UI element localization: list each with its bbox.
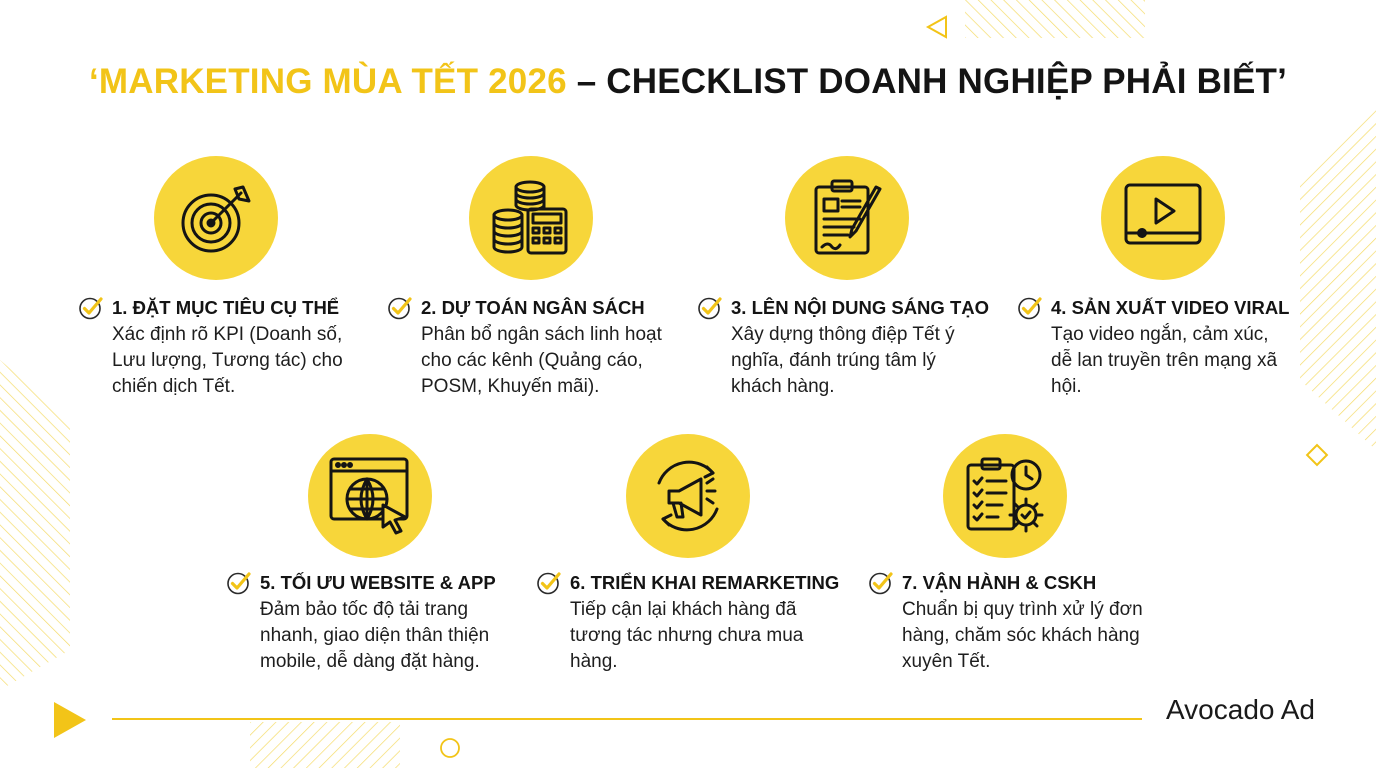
item-title: 1. ĐẶT MỤC TIÊU CỤ THỂ: [112, 297, 340, 318]
coins-calculator-icon: [469, 156, 593, 280]
item-description: Xác định rõ KPI (Doanh số, Lưu lượng, Tương tác) cho chiến dịch Tết.: [112, 324, 343, 397]
checklist-clock-gear-icon: [943, 434, 1067, 558]
checkmark-icon: [868, 570, 894, 596]
item-description: Phân bổ ngân sách linh hoạt cho các kênh (Quảng cáo, POSM, Khuyến mãi).: [421, 324, 662, 397]
decorative-hatch-left: [0, 360, 70, 690]
checklist-item-4: [1017, 294, 1317, 400]
decorative-hatch-top: [965, 0, 1145, 38]
checkmark-icon: [78, 295, 104, 321]
item-title: 4. SẢN XUẤT VIDEO VIRAL: [1051, 297, 1290, 318]
item-description: Tạo video ngắn, cảm xúc, dễ lan truyền trên mạng xã hội.: [1051, 324, 1278, 397]
footer-divider: [112, 718, 1142, 720]
triangle-outline-icon: [924, 14, 950, 40]
checkmark-icon: [697, 295, 723, 321]
item-title: 2. DỰ TOÁN NGÂN SÁCH: [421, 297, 645, 318]
browser-globe-icon: [308, 434, 432, 558]
checkmark-icon: [536, 570, 562, 596]
checklist-item-7: [868, 569, 1168, 675]
item-description: Xây dựng thông điệp Tết ý nghĩa, đánh trúng tâm lý khách hàng.: [731, 324, 955, 397]
checklist-item-1: [78, 294, 378, 400]
title-rest: – CHECKLIST DOANH NGHIỆP PHẢI BIẾT’: [566, 62, 1288, 101]
decorative-hatch-bottom: [250, 722, 400, 768]
play-triangle-icon: [50, 700, 90, 740]
item-title: 6. TRIỂN KHAI REMARKETING: [570, 572, 840, 593]
title-highlight: ‘MARKETING MÙA TẾT 2026: [88, 62, 567, 101]
megaphone-cycle-icon: [626, 434, 750, 558]
checklist-item-5: [226, 569, 526, 675]
checkmark-icon: [226, 570, 252, 596]
item-title: 7. VẬN HÀNH & CSKH: [902, 572, 1097, 593]
checklist-item-2: [387, 294, 687, 400]
page-title: [0, 62, 1376, 102]
item-title: 3. LÊN NỘI DUNG SÁNG TẠO: [731, 297, 989, 318]
item-title: 5. TỐI ƯU WEBSITE & APP: [260, 572, 496, 593]
checkmark-icon: [1017, 295, 1043, 321]
circle-outline-icon: [438, 736, 462, 760]
checkmark-icon: [387, 295, 413, 321]
checklist-item-6: [536, 569, 840, 675]
clipboard-pen-icon: [785, 156, 909, 280]
item-description: Chuẩn bị quy trình xử lý đơn hàng, chăm sóc khách hàng xuyên Tết.: [902, 599, 1143, 672]
checklist-item-3: [697, 294, 997, 400]
item-description: Tiếp cận lại khách hàng đã tương tác nhưng chưa mua hàng.: [570, 599, 804, 672]
diamond-outline-icon: [1302, 440, 1332, 470]
video-player-icon: [1101, 156, 1225, 280]
item-description: Đảm bảo tốc độ tải trang nhanh, giao diện thân thiện mobile, dễ dàng đặt hàng.: [260, 599, 490, 672]
target-icon: [154, 156, 278, 280]
brand-logo-text: Avocado Ad: [1166, 694, 1315, 725]
